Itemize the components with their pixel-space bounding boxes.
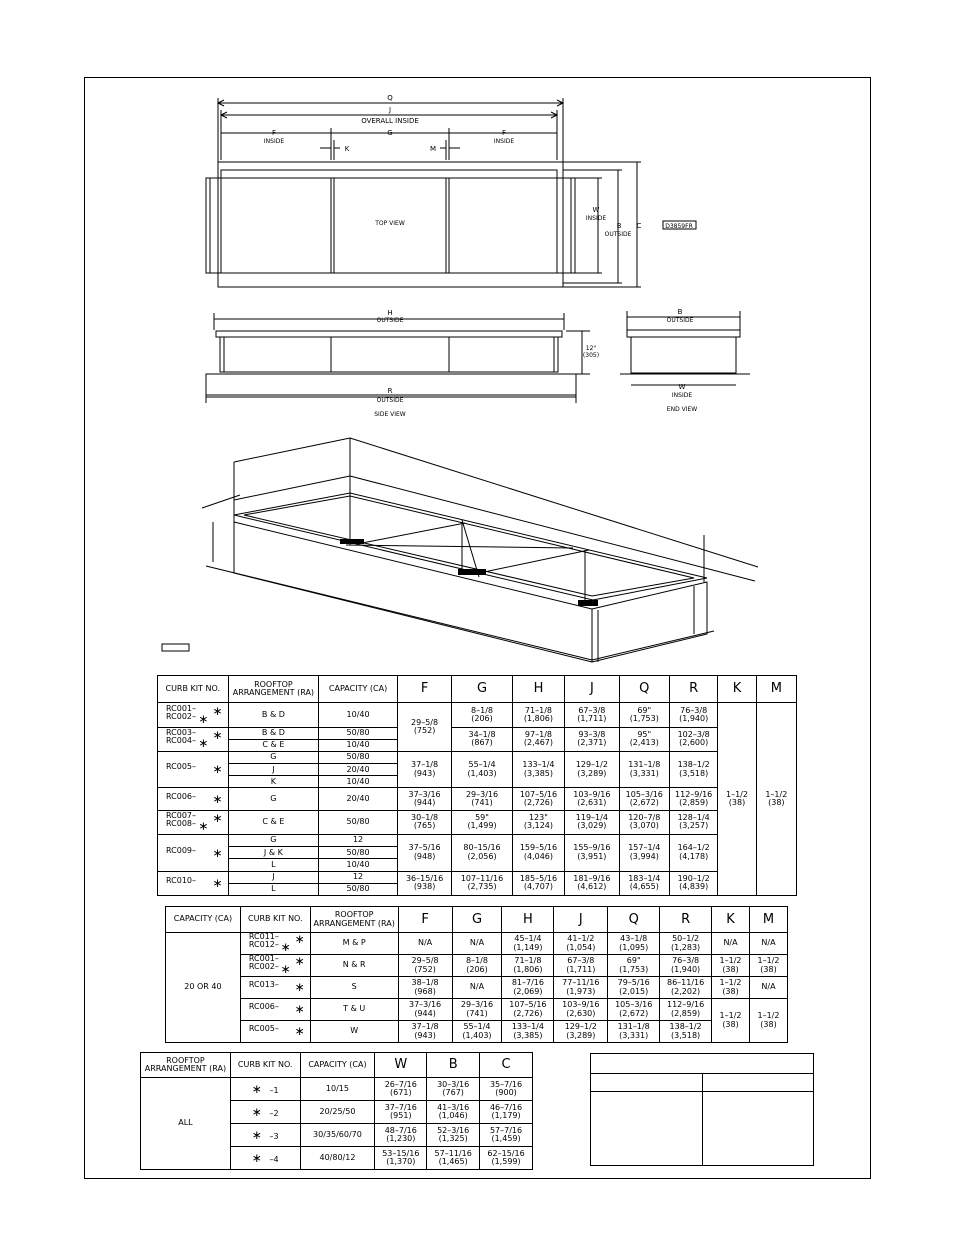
- j-cell: 129–1/2 (3,289): [554, 1021, 608, 1043]
- h-cell: 81–7/16 (2,069): [502, 977, 554, 999]
- ra-cell: ALL: [141, 1078, 231, 1170]
- ca-cell: 10/40: [319, 776, 398, 788]
- capacity-cell: 20 OR 40: [166, 933, 241, 1043]
- header-k: K: [718, 676, 756, 703]
- ra-cell: L: [228, 883, 319, 895]
- r-cell: 76–3/8 (1,940): [660, 955, 712, 977]
- end-dim-b-label: OUTSIDE: [666, 317, 694, 324]
- kit-cell: ∗ RC001– ∗ RC002–: [158, 703, 229, 727]
- g-cell: 8–1/8 (206): [452, 703, 512, 727]
- dim-w: W: [592, 206, 600, 214]
- ra-cell: S: [310, 977, 398, 999]
- m-cell: 1–1/2 (38): [749, 999, 787, 1043]
- f-cell: N/A: [398, 933, 452, 955]
- header-c: C: [480, 1053, 533, 1078]
- ca-cell: 50/80: [319, 883, 398, 895]
- b-cell: 57–11/16 (1,465): [427, 1147, 480, 1170]
- table-1-header-row: [158, 676, 797, 703]
- ra-cell: K: [228, 776, 319, 788]
- dim-g: G: [387, 129, 393, 137]
- m-cell: N/A: [749, 933, 787, 955]
- j-cell: 155–9/16 (3,951): [565, 835, 619, 871]
- dim-j: J: [388, 106, 392, 114]
- ca-cell: 50/80: [319, 810, 398, 834]
- table-row: [166, 999, 788, 1021]
- dim-f-right-label: INSIDE: [493, 138, 515, 145]
- ca-cell: 12: [319, 835, 398, 847]
- j-cell: 103–9/16 (2,631): [565, 788, 619, 810]
- kit-cell: ∗ RC013–: [240, 977, 310, 999]
- header-j: J: [554, 907, 608, 933]
- table-row: [158, 788, 797, 810]
- dim-w-label: INSIDE: [585, 215, 607, 222]
- ca-cell: 40/80/12: [300, 1147, 375, 1170]
- m-cell: N/A: [749, 977, 787, 999]
- j-cell: 77–11/16 (1,973): [554, 977, 608, 999]
- g-cell: 55–1/4 (1,403): [452, 752, 512, 788]
- r-cell: 86–11/16 (2,202): [660, 977, 712, 999]
- q-cell: 120–7/8 (3,070): [619, 810, 669, 834]
- kit-cell: ∗ RC011– ∗ RC012–: [240, 933, 310, 955]
- header-k: K: [712, 907, 750, 933]
- j-cell: 93–3/8 (2,371): [565, 727, 619, 751]
- ra-cell: G: [228, 835, 319, 847]
- ra-cell: J: [228, 871, 319, 883]
- kit-cell: ∗ RC009–: [158, 835, 229, 871]
- ra-cell: C & E: [228, 810, 319, 834]
- header-f: F: [398, 907, 452, 933]
- ca-cell: 20/40: [319, 764, 398, 776]
- table-row: [166, 955, 788, 977]
- q-cell: 157–1/4 (3,994): [619, 835, 669, 871]
- kit-cell: ∗ –4: [230, 1147, 300, 1170]
- dim-q: Q: [387, 94, 393, 102]
- table-2-header-row: [166, 907, 788, 933]
- r-cell: 164–1/2 (4,178): [669, 835, 717, 871]
- ca-cell: 10/15: [300, 1078, 375, 1101]
- ra-cell: J & K: [228, 847, 319, 859]
- dim-height-mm: (305): [582, 352, 600, 359]
- j-cell: 41–1/2 (1,054): [554, 933, 608, 955]
- table-row: [158, 810, 797, 834]
- end-dim-w-label: INSIDE: [671, 392, 693, 399]
- ra-cell: W: [310, 1021, 398, 1043]
- g-cell: 107–11/16 (2,735): [452, 871, 512, 895]
- q-cell: 79–5/16 (2,015): [608, 977, 660, 999]
- ca-cell: 10/40: [319, 739, 398, 751]
- dim-f-right: F: [501, 129, 507, 137]
- table-row: [166, 977, 788, 999]
- curb-kit-table-1: [157, 675, 797, 896]
- header-g: G: [452, 907, 502, 933]
- c-cell: 62–15/16 (1,599): [480, 1147, 533, 1170]
- header-curb-kit: CURB KIT NO.: [230, 1053, 300, 1078]
- f-cell: 37–3/16 (944): [397, 788, 451, 810]
- dim-f-left: F: [271, 129, 277, 137]
- header-curb-kit: CURB KIT NO.: [240, 907, 310, 933]
- end-dim-w: W: [678, 383, 686, 391]
- header-r: R: [660, 907, 712, 933]
- b-cell: 30–3/16 (767): [427, 1078, 480, 1101]
- header-h: H: [512, 676, 564, 703]
- kit-cell: ∗ –1: [230, 1078, 300, 1101]
- dim-k: K: [344, 145, 350, 153]
- ca-cell: 50/80: [319, 752, 398, 764]
- header-g: G: [452, 676, 512, 703]
- end-dim-b: B: [677, 308, 683, 316]
- f-cell: 37–1/8 (943): [398, 1021, 452, 1043]
- k-cell: 1–1/2 (38): [718, 703, 756, 896]
- ra-cell: C & E: [228, 739, 319, 751]
- r-cell: 138–1/2 (3,518): [660, 1021, 712, 1043]
- side-view-label: SIDE VIEW: [374, 411, 406, 418]
- ra-cell: G: [228, 788, 319, 810]
- g-cell: 80–15/16 (2,056): [452, 835, 512, 871]
- header-curb-kit: CURB KIT NO.: [158, 676, 229, 703]
- m-cell: 1–1/2 (38): [749, 955, 787, 977]
- dim-c: C: [636, 222, 642, 230]
- b-cell: 52–3/16 (1,325): [427, 1124, 480, 1147]
- q-cell: 95" (2,413): [619, 727, 669, 751]
- g-cell: N/A: [452, 977, 502, 999]
- j-cell: 129–1/2 (3,289): [565, 752, 619, 788]
- dim-r-label: OUTSIDE: [376, 397, 404, 404]
- q-cell: 69" (1,753): [608, 955, 660, 977]
- w-cell: 26–7/16 (671): [375, 1078, 427, 1101]
- ca-cell: 50/80: [319, 847, 398, 859]
- ra-cell: J: [228, 764, 319, 776]
- ca-cell: 20/25/50: [300, 1101, 375, 1124]
- g-cell: 8–1/8 (206): [452, 955, 502, 977]
- k-cell: 1–1/2 (38): [712, 999, 750, 1043]
- header-h: H: [502, 907, 554, 933]
- table-row: [158, 835, 797, 847]
- k-cell: N/A: [712, 933, 750, 955]
- g-cell: 34–1/8 (867): [452, 727, 512, 751]
- h-cell: 71–1/8 (1,806): [512, 703, 564, 727]
- dim-r: R: [387, 387, 393, 395]
- k-cell: 1–1/2 (38): [712, 955, 750, 977]
- h-cell: 133–1/4 (3,385): [502, 1021, 554, 1043]
- h-cell: 71–1/8 (1,806): [502, 955, 554, 977]
- kit-cell: ∗ RC001– ∗ RC002–: [240, 955, 310, 977]
- q-cell: 105–3/16 (2,672): [619, 788, 669, 810]
- table-row: [158, 871, 797, 883]
- dim-m: M: [429, 145, 437, 153]
- f-cell: 30–1/8 (765): [397, 810, 451, 834]
- c-cell: 35–7/16 (900): [480, 1078, 533, 1101]
- ca-cell: 30/35/60/70: [300, 1124, 375, 1147]
- kit-cell: ∗ RC010–: [158, 871, 229, 895]
- b-cell: 41–3/16 (1,046): [427, 1101, 480, 1124]
- ca-cell: 50/80: [319, 727, 398, 739]
- r-cell: 112–9/16 (2,859): [669, 788, 717, 810]
- kit-cell: ∗ RC006–: [240, 999, 310, 1021]
- q-cell: 131–1/8 (3,331): [619, 752, 669, 788]
- ra-cell: L: [228, 859, 319, 871]
- j-cell: 181–9/16 (4,612): [565, 871, 619, 895]
- top-view-label: TOP VIEW: [375, 220, 405, 227]
- q-cell: 69" (1,753): [619, 703, 669, 727]
- dim-b: B: [616, 222, 622, 230]
- drawing-number: D3859FR: [665, 223, 693, 230]
- curb-size-table: [140, 1052, 533, 1170]
- h-cell: 107–5/16 (2,726): [502, 999, 554, 1021]
- h-cell: 159–5/16 (4,046): [512, 835, 564, 871]
- j-cell: 103–9/16 (2,630): [554, 999, 608, 1021]
- r-cell: 102–3/8 (2,600): [669, 727, 717, 751]
- ra-cell: B & D: [228, 703, 319, 727]
- ra-cell: B & D: [228, 727, 319, 739]
- c-cell: 46–7/16 (1,179): [480, 1101, 533, 1124]
- kit-cell: ∗ –2: [230, 1101, 300, 1124]
- h-cell: 107–5/16 (2,726): [512, 788, 564, 810]
- header-ra: ROOFTOP ARRANGEMENT (RA): [310, 907, 398, 933]
- f-cell: 38–1/8 (968): [398, 977, 452, 999]
- table-row: [158, 727, 797, 739]
- kit-cell: ∗ RC006–: [158, 788, 229, 810]
- header-w: W: [375, 1053, 427, 1078]
- header-ra: ROOFTOP ARRANGEMENT (RA): [141, 1053, 231, 1078]
- f-cell: 37–1/8 (943): [397, 752, 451, 788]
- header-ca: CAPACITY (CA): [166, 907, 241, 933]
- ca-cell: 12: [319, 871, 398, 883]
- r-cell: 50–1/2 (1,283): [660, 933, 712, 955]
- header-b: B: [427, 1053, 480, 1078]
- f-cell: 29–5/8 (752): [397, 703, 451, 752]
- r-cell: 128–1/4 (3,257): [669, 810, 717, 834]
- dim-b-label: OUTSIDE: [604, 231, 632, 238]
- header-ca: CAPACITY (CA): [319, 676, 398, 703]
- dim-j-label: OVERALL INSIDE: [361, 117, 419, 125]
- header-ra: ROOFTOP ARRANGEMENT (RA): [228, 676, 319, 703]
- j-cell: 119–1/4 (3,029): [565, 810, 619, 834]
- ra-cell: M & P: [310, 933, 398, 955]
- w-cell: 48–7/16 (1,230): [375, 1124, 427, 1147]
- header-j: J: [565, 676, 619, 703]
- dim-f-left-label: INSIDE: [263, 138, 285, 145]
- g-cell: 29–3/16 (741): [452, 788, 512, 810]
- h-cell: 133–1/4 (3,385): [512, 752, 564, 788]
- table-row: [166, 933, 788, 955]
- f-cell: 37–5/16 (948): [397, 835, 451, 871]
- r-cell: 76–3/8 (1,940): [669, 703, 717, 727]
- ca-cell: 10/40: [319, 703, 398, 727]
- f-cell: 29–5/8 (752): [398, 955, 452, 977]
- ca-cell: 20/40: [319, 788, 398, 810]
- table-row: [141, 1078, 533, 1101]
- h-cell: 123" (3,124): [512, 810, 564, 834]
- q-cell: 183–1/4 (4,655): [619, 871, 669, 895]
- q-cell: 105–3/16 (2,672): [608, 999, 660, 1021]
- g-cell: 55–1/4 (1,403): [452, 1021, 502, 1043]
- dim-h: H: [387, 309, 393, 317]
- ra-cell: T & U: [310, 999, 398, 1021]
- header-r: R: [669, 676, 717, 703]
- f-cell: 37–3/16 (944): [398, 999, 452, 1021]
- g-cell: 59" (1,499): [452, 810, 512, 834]
- g-cell: N/A: [452, 933, 502, 955]
- table-3-header-row: [141, 1053, 533, 1078]
- ra-cell: G: [228, 752, 319, 764]
- table-row: [166, 1021, 788, 1043]
- table-row: [158, 703, 797, 727]
- end-view-label: END VIEW: [666, 406, 698, 413]
- header-q: Q: [608, 907, 660, 933]
- h-cell: 185–5/16 (4,707): [512, 871, 564, 895]
- legend-box: [590, 1053, 814, 1166]
- kit-cell: ∗ RC005–: [240, 1021, 310, 1043]
- k-cell: 1–1/2 (38): [712, 977, 750, 999]
- header-m: M: [749, 907, 787, 933]
- kit-cell: ∗ RC007– ∗ RC008–: [158, 810, 229, 834]
- r-cell: 112–9/16 (2,859): [660, 999, 712, 1021]
- h-cell: 97–1/8 (2,467): [512, 727, 564, 751]
- r-cell: 138–1/2 (3,518): [669, 752, 717, 788]
- dim-h-label: OUTSIDE: [376, 317, 404, 324]
- header-ca: CAPACITY (CA): [300, 1053, 375, 1078]
- q-cell: 131–1/8 (3,331): [608, 1021, 660, 1043]
- table-row: [158, 752, 797, 764]
- header-q: Q: [619, 676, 669, 703]
- header-m: M: [756, 676, 796, 703]
- ra-cell: N & R: [310, 955, 398, 977]
- dim-height: 12": [585, 345, 597, 352]
- w-cell: 37–7/16 (951): [375, 1101, 427, 1124]
- j-cell: 67–3/8 (1,711): [554, 955, 608, 977]
- g-cell: 29–3/16 (741): [452, 999, 502, 1021]
- curb-kit-table-2: [165, 906, 788, 1043]
- f-cell: 36–15/16 (938): [397, 871, 451, 895]
- c-cell: 57–7/16 (1,459): [480, 1124, 533, 1147]
- q-cell: 43–1/8 (1,095): [608, 933, 660, 955]
- kit-cell: ∗ RC005–: [158, 752, 229, 788]
- kit-cell: ∗ –3: [230, 1124, 300, 1147]
- header-f: F: [397, 676, 451, 703]
- ca-cell: 10/40: [319, 859, 398, 871]
- w-cell: 53–15/16 (1,370): [375, 1147, 427, 1170]
- kit-cell: ∗ RC003– ∗ RC004–: [158, 727, 229, 751]
- r-cell: 190–1/2 (4,839): [669, 871, 717, 895]
- j-cell: 67–3/8 (1,711): [565, 703, 619, 727]
- legend-column-divider: [702, 1073, 703, 1165]
- h-cell: 45–1/4 (1,149): [502, 933, 554, 955]
- m-cell: 1–1/2 (38): [756, 703, 796, 896]
